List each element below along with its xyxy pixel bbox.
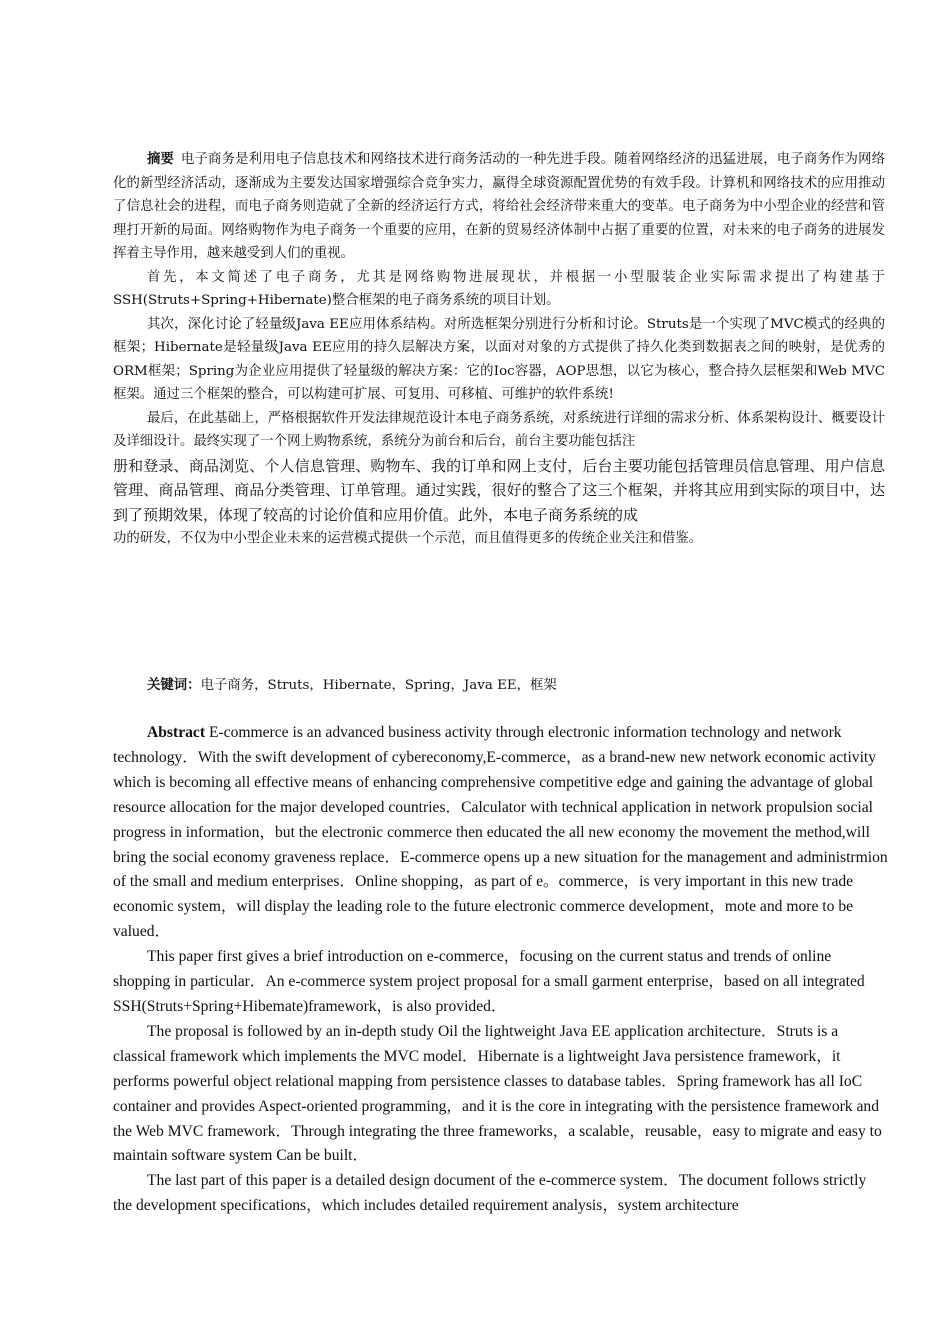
abstract-en-section [113,721,888,1219]
abstract-cn-paragraph-4b: 册和登录、商品浏览、个人信息管理、购物车、我的订单和网上支付，后台主要功能包括管理员信息管理、用户信息管理、商品管理、商品分类管理、订单管理。通过实践，很好的整合了这三个框架，并将其应用到实际的项目中，达到了预期效果，体现了较高的讨论价值和应用价值。此外，本电子商务系统的成 [113,456,885,524]
abstract-en-text-1: E-commerce is an advanced business activity through electronic information technology and network technology．With the swift development of cybereconomy,E-commerce，as a brand-new new network economic activity which is becoming all effective means of enhancing comprehensive competitive edge and gaining the advantage of global resource allocation for the major developed countries．Calculator with technical application in network propulsion social progress in information，but the electronic commerce then educated the all new economy the movement the method,will bring the social economy graveness replace．E-commerce opens up a new situation for the management and administrmion of the small and medium enterprises．Online shopping，as part of e。commerce，is very important in this new trade economic system，will display the leading role to the future electronic commerce development，mote and more to be valued． [113,724,888,941]
abstract-cn-paragraph-4a: 最后，在此基础上，严格根据软件开发法律规范设计本电子商务系统，对系统进行详细的需求分析、体系架构设计、概要设计及详细设计。最终实现了一个网上购物系统，系统分为前台和后台，前台主要功能包括注 [113,410,885,449]
keywords-line [147,674,557,697]
abstract-en-label: Abstract [147,724,206,741]
abstract-en-paragraph-4: The last part of this paper is a detailed design document of the e-commerce system．The document follows strictly the development specifications，which includes detailed requirement analysis，system architecture [113,1172,867,1215]
abstract-en-paragraph-2: This paper first gives a brief introduction on e-commerce，focusing on the current status and trends of online shopping in particular．An e-commerce system project proposal for a small garment enterprise，based on all integrated SSH(Struts+Spring+Hibemate)framework，is also provided． [113,948,865,1015]
abstract-cn-paragraph-2: 首先，本文简述了电子商务，尤其是网络购物进展现状，并根据一小型服装企业实际需求提出了构建基于SSH(Struts+Spring+Hibernate)整合框架的电子商务系统的项目计划。 [113,269,885,308]
abstract-en-paragraph-3: The proposal is followed by an in-depth study Oil the lightweight Java EE application architecture．Struts is a classical framework which implements the MVC model．Hibernate is a lightweight Java persistence framework，it performs powerful object relational mapping from persistence classes to database tables．Spring framework has all IoC container and provides Aspect-oriented programming，and it is the core in integrating with the persistence framework and the Web MVC framework．Through integrating the three frameworks，a scalable，reusable，easy to migrate and easy to maintain software system Can be built． [113,1022,882,1165]
keywords-text: 电子商务，Struts，Hibernate，Spring，Java EE，框架 [200,678,557,693]
abstract-cn-label: 摘要 [147,151,175,167]
keywords-label: 关键词： [147,677,201,693]
abstract-en-paragraph-1 [113,721,888,945]
abstract-cn-paragraph-4c: 功的研发，不仅为中小型企业未来的运营模式提供一个示范，而且值得更多的传统企业关注和借鉴。 [113,531,703,546]
abstract-cn-paragraph-1 [113,148,885,266]
abstract-cn-text-1: 电子商务是利用电子信息技术和网络技术进行商务活动的一种先进手段。随着网络经济的迅猛进展，电子商务作为网络化的新型经济活动，逐渐成为主要发达国家增强综合竞争实力，赢得全球资源配置优势的有效手段。计算机和网络技术的应用推动了信息社会的进程，而电子商务则造就了全新的经济运行方式，将给社会经济带来重大的变革。电子商务为中小型企业的经营和管理打开新的局面。网络购物作为电子商务一个重要的应用，在新的贸易经济体制中占据了重要的位置，对未来的电子商务的进展发挥着主导作用，越来越受到人们的重视。 [113,152,886,261]
abstract-cn-section [113,148,885,551]
abstract-cn-paragraph-3: 其次，深化讨论了轻量级Java EE应用体系结构。对所选框架分别进行分析和讨论。Struts是一个实现了MVC模式的经典的框架；Hibernate是轻量级Java EE应用的持久层解决方案，以面对对象的方式提供了持久化类到数据表之间的映射，是优秀的ORM框架；Spring为企业应用提供了轻量级的解决方案：它的Ioc容器，AOP思想，以它为核心，整合持久层框架和Web MVC框架。通过三个框架的整合，可以构建可扩展、可复用、可移植、可维护的软件系统! [113,316,885,402]
